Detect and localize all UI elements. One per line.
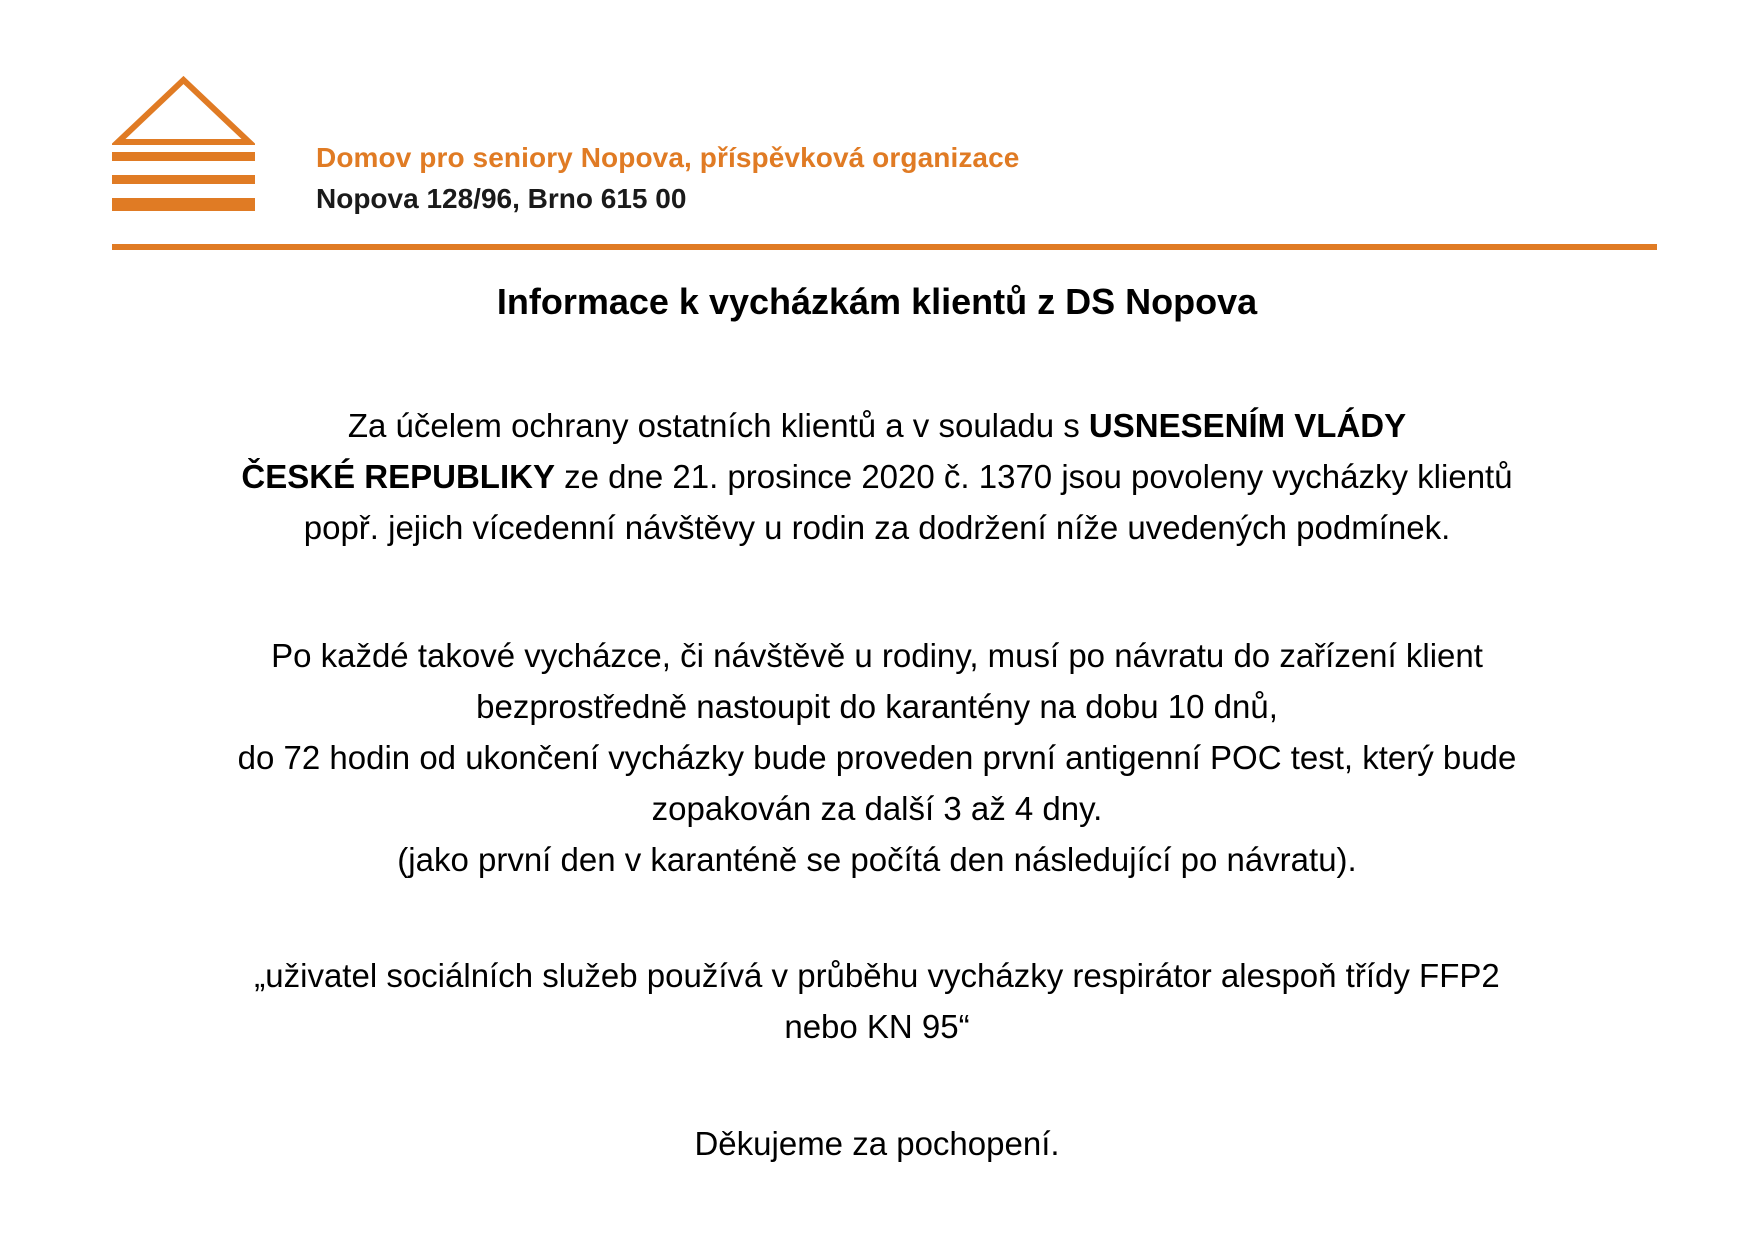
respirator-line-2: nebo KN 95“ xyxy=(784,1008,970,1045)
government-resolution-bold: USNESENÍM VLÁDY xyxy=(1088,407,1407,444)
house-roof-lines-icon xyxy=(112,76,255,216)
organization-address: Nopova 128/96, Brno 615 00 xyxy=(316,183,687,214)
paragraph-intro xyxy=(120,400,1634,553)
paragraph-respirator xyxy=(120,950,1634,1052)
quarantine-line-5: (jako první den v karanténě se počítá den následující po návratu). xyxy=(397,841,1357,878)
intro-line-2: ČESKÉ REPUBLIKY ze dne 21. prosince 2020 č. 1370 jsou povoleny vycházky klientů xyxy=(241,458,1513,495)
closing-thanks: Děkujeme za pochopení. xyxy=(694,1125,1060,1162)
intro-line-3: popř. jejich vícedenní návštěvy u rodin za dodržení níže uvedených podmínek. xyxy=(303,509,1451,546)
document-title: Informace k vycházkám klientů z DS Nopova xyxy=(496,281,1258,322)
header-divider xyxy=(112,244,1657,250)
quarantine-line-4: zopakován za další 3 až 4 dny. xyxy=(651,790,1103,827)
quarantine-line-2: bezprostředně nastoupit do karantény na dobu 10 dnů, xyxy=(476,688,1278,725)
quarantine-line-1: Po každé takové vycházce, či návštěvě u rodiny, musí po návratu do zařízení klient xyxy=(271,637,1483,674)
organization-name: Domov pro seniory Nopova, příspěvková organizace xyxy=(316,142,1020,173)
respirator-line-1: „uživatel sociálních služeb používá v průběhu vycházky respirátor alespoň třídy FFP2 xyxy=(254,957,1500,994)
intro-line-1: Za účelem ochrany ostatních klientů a v souladu s USNESENÍM VLÁDY xyxy=(347,407,1407,444)
czech-republic-bold: ČESKÉ REPUBLIKY xyxy=(241,458,555,495)
quarantine-line-3: do 72 hodin od ukončení vycházky bude proveden první antigenní POC test, který bude xyxy=(237,739,1517,776)
paragraph-quarantine xyxy=(120,630,1634,885)
